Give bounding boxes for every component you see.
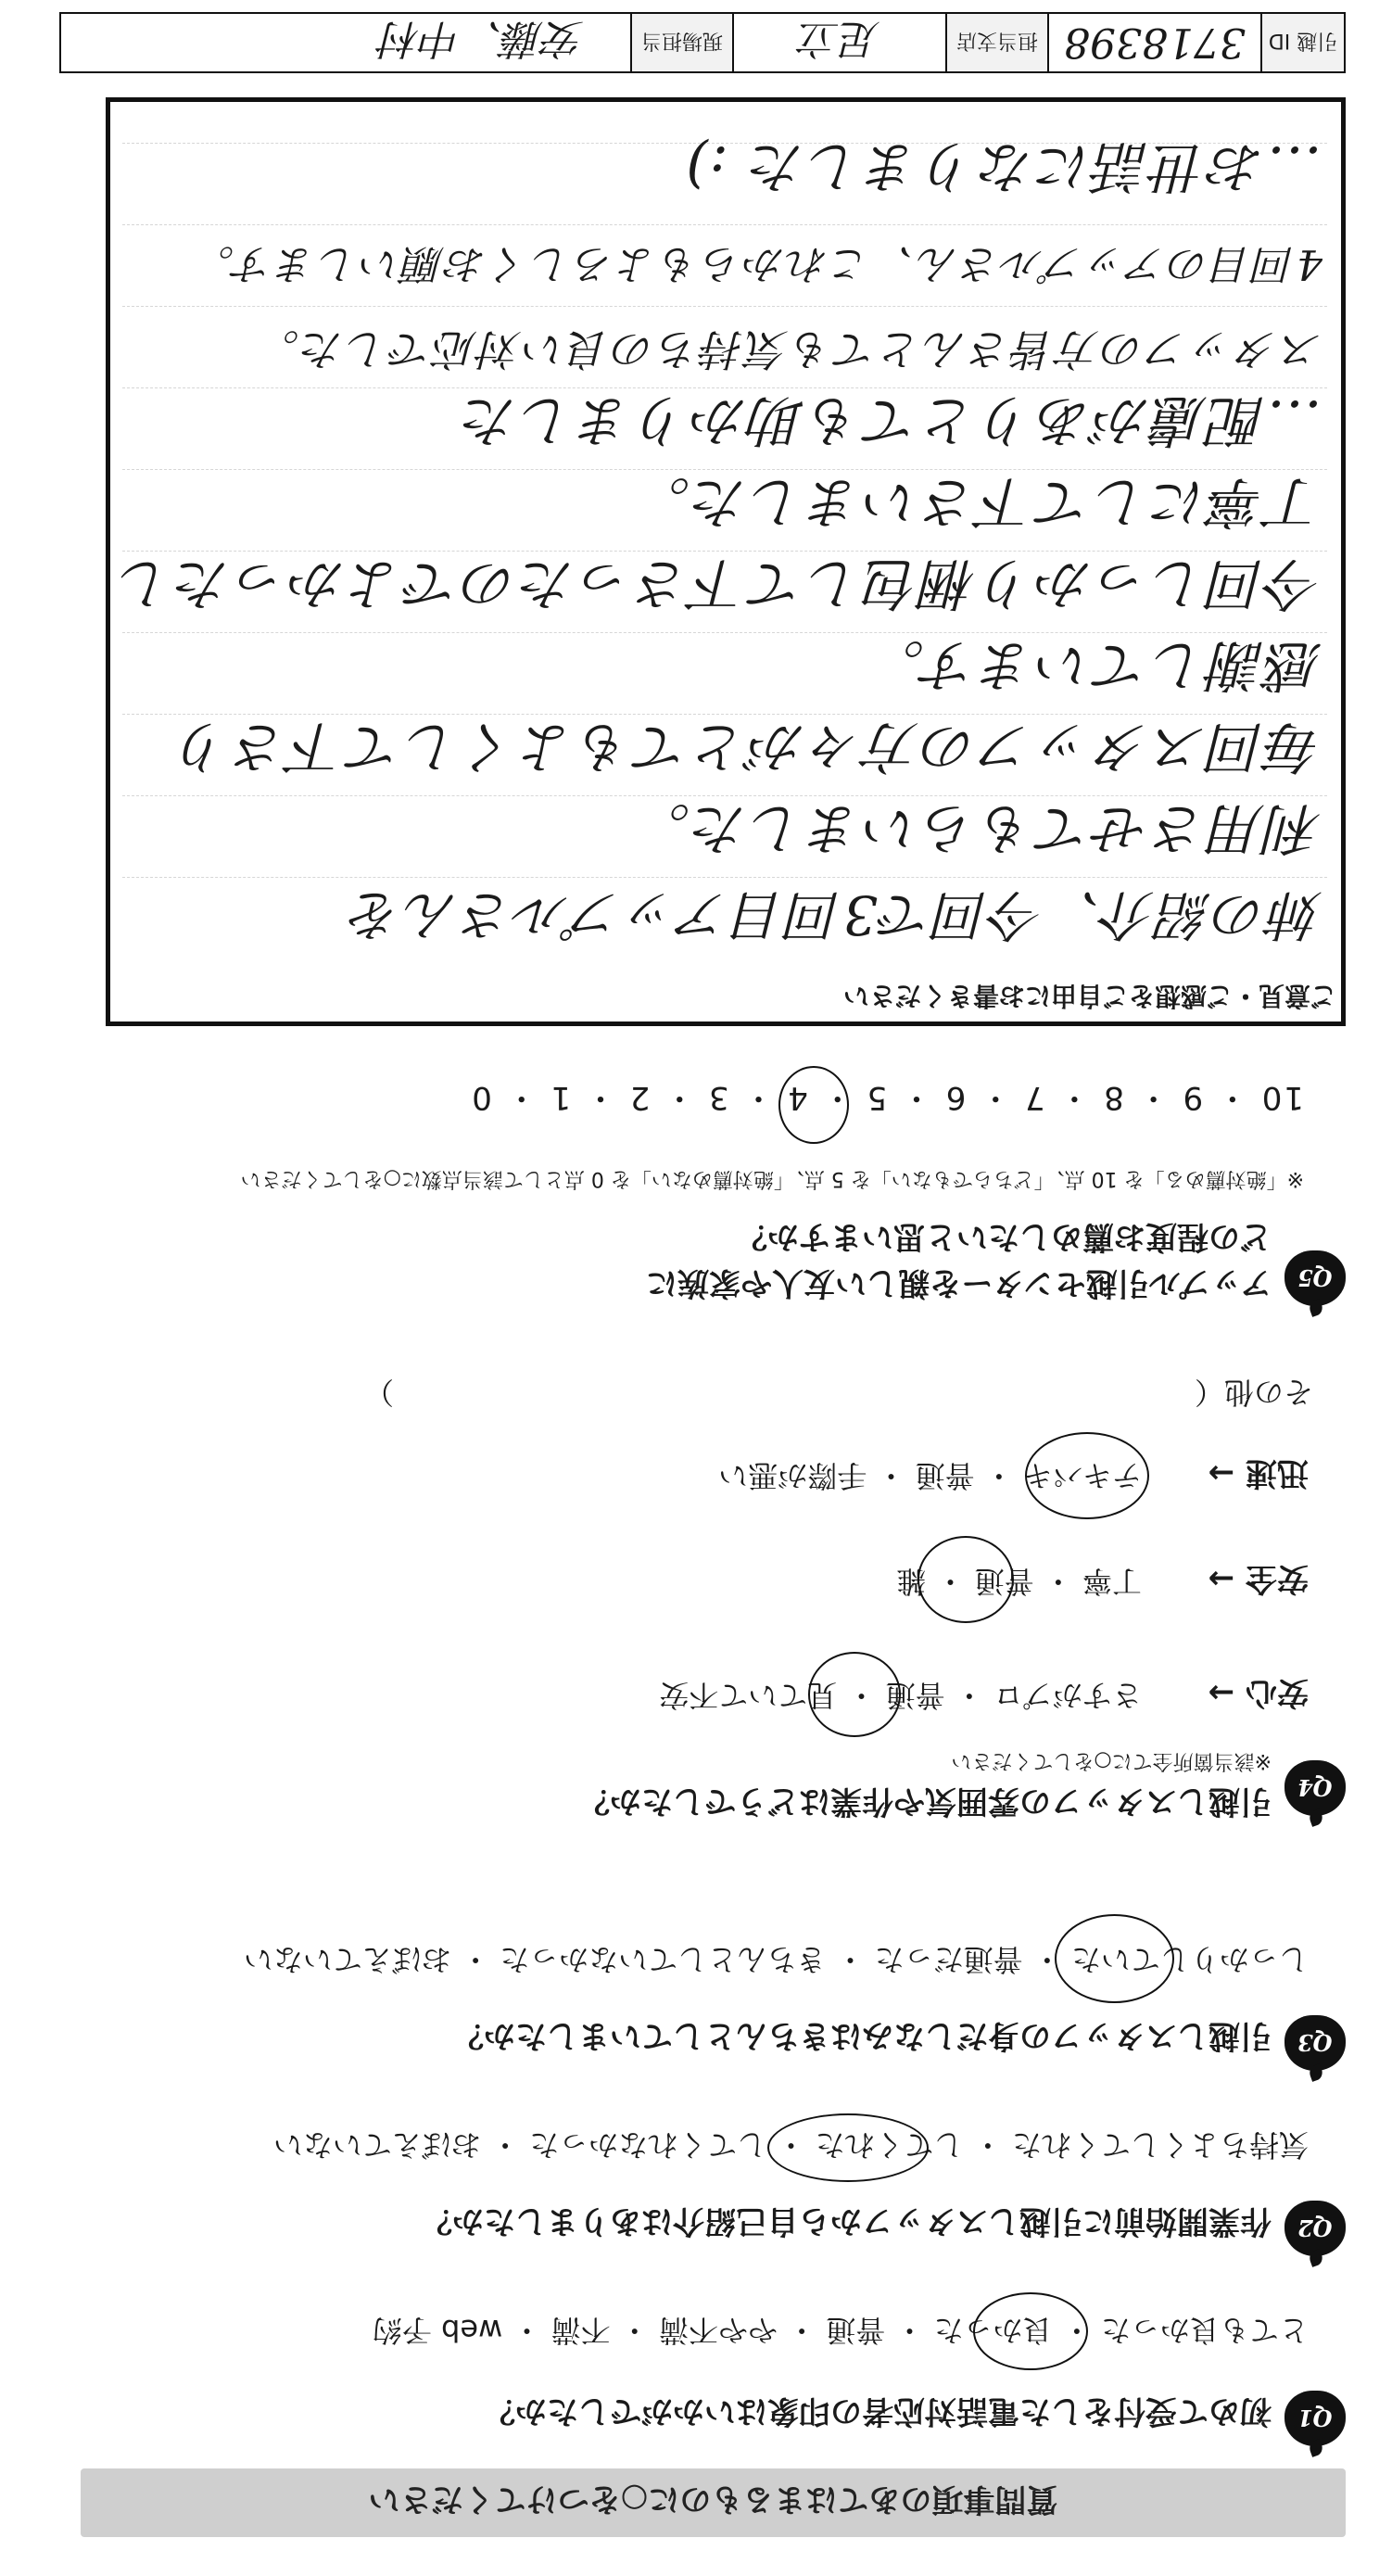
handwritten-line: 姉の紹介、今回で3回目アップルさんを: [347, 883, 1322, 946]
staff-value: 安藤、中村: [380, 15, 584, 62]
comment-rule: [122, 224, 1327, 225]
q4-anshin-answer-circle: [808, 1652, 901, 1737]
q5-answer-circle: [778, 1066, 849, 1144]
instruction-banner: 質問事項のあてはまるものに○をつけてください: [81, 2468, 1346, 2537]
q4-jinsoku-answer-circle: [1025, 1432, 1149, 1519]
q2-badge-icon: Q2: [1284, 2201, 1346, 2256]
q3-answer-circle: [1055, 1914, 1174, 2003]
q1-options: とても良かった ・ 良かった ・ 普通 ・ やや不満 ・ 不満 ・ web 予約: [372, 2313, 1309, 2348]
comment-rule: [122, 877, 1327, 878]
move-id-label: 引越 ID: [1260, 14, 1344, 71]
q4-row-anshin-label: 安心 →: [1208, 1674, 1309, 1711]
comment-rule: [122, 306, 1327, 307]
handwritten-line: スタッフの方皆さんとても気持ちの良い対応でした。: [255, 324, 1322, 374]
q1-question: 初めて受付をした電話対応者の印象はいかがでしたか？: [484, 2392, 1272, 2430]
q5-badge-icon: Q5: [1284, 1250, 1346, 1306]
comment-header: ご意見・ご感想をご自由にお書きください: [842, 981, 1336, 1011]
q5-question: アップル引越センターを親しい友人や家族に どの程度お薦めしたいと思いますか？: [646, 1218, 1272, 1301]
q1-badge-icon: Q1: [1284, 2391, 1346, 2446]
q4-row-anzen-options: 丁寧 ・ 普通 ・ 雑: [896, 1564, 1142, 1599]
branch-label: 担当支店: [945, 14, 1047, 71]
handwritten-line: …お世話になりました :): [684, 133, 1322, 198]
q4-note: ※該当箇所全てに○をしてください: [951, 1749, 1272, 1772]
q4-row-jinsoku-label: 迅速 →: [1208, 1454, 1309, 1491]
branch-value: 足立: [732, 14, 945, 71]
q2-options: 気持ちよくしてくれた ・ してくれた ・ してくれなかった ・ おぼえていない: [272, 2127, 1309, 2163]
q2-question: 作業開始前に引越しスタッフから自己紹介はありましたか？: [421, 2202, 1272, 2240]
handwritten-line: 利用させてもらいました。: [633, 795, 1322, 860]
q3-badge-icon: Q3: [1284, 2015, 1346, 2071]
q5-score-scale: 10 ・ 9 ・ 8 ・ 7 ・ 6 ・ 5 ・ 4 ・ 3 ・ 2 ・ 1 ・ 0: [470, 1079, 1304, 1116]
move-id-value: 3718398: [1047, 14, 1260, 71]
q4-badge-icon: Q4: [1284, 1760, 1346, 1816]
handwritten-line: 4回目のアップルさん、これからもよろしくお願いします。: [191, 240, 1322, 287]
q4-anzen-answer-circle: [917, 1536, 1014, 1623]
handwritten-line: 毎回スタッフの方々がとてもよくして下さり: [173, 714, 1322, 779]
q4-question: 引越しスタッフの雰囲気や作業はどうでしたか？: [578, 1783, 1272, 1820]
meta-table: [59, 12, 1346, 73]
handwritten-line: …配慮がありとても助かりました: [461, 387, 1322, 452]
handwritten-line: 丁寧にして下さいました。: [633, 469, 1322, 534]
q4-row-anzen-label: 安全 →: [1208, 1560, 1309, 1597]
handwritten-line: 感謝しています。: [867, 632, 1322, 697]
q1-answer-circle: [973, 2292, 1088, 2370]
q3-options: しっかりしていた ・ 普通だった ・ きちんとしていなかった ・ おぼえていない: [243, 1942, 1309, 1977]
staff-label: 現場担当: [630, 14, 732, 71]
handwritten-line: 今回しっかり梱包して下さったのでよかったし: [116, 551, 1322, 615]
q4-row-jinsoku-options: テキパキ ・ 普通 ・ 手際が悪い: [718, 1458, 1142, 1493]
q4-other-field: その他（ ）: [363, 1375, 1313, 1410]
q3-question: 引越しスタッフの身だしなみはきちんとしていましたか？: [452, 2017, 1272, 2054]
q5-note: ※「絶対薦める」を 10 点、「どちらでもない」を 5 点、「絶対薦めない」を 0 点として該当点数に○をしてください: [240, 1167, 1304, 1190]
q2-answer-circle: [767, 2113, 929, 2182]
q4-row-anshin-options: さすがプロ ・ 普通 ・ 見ていて不安: [659, 1678, 1142, 1713]
